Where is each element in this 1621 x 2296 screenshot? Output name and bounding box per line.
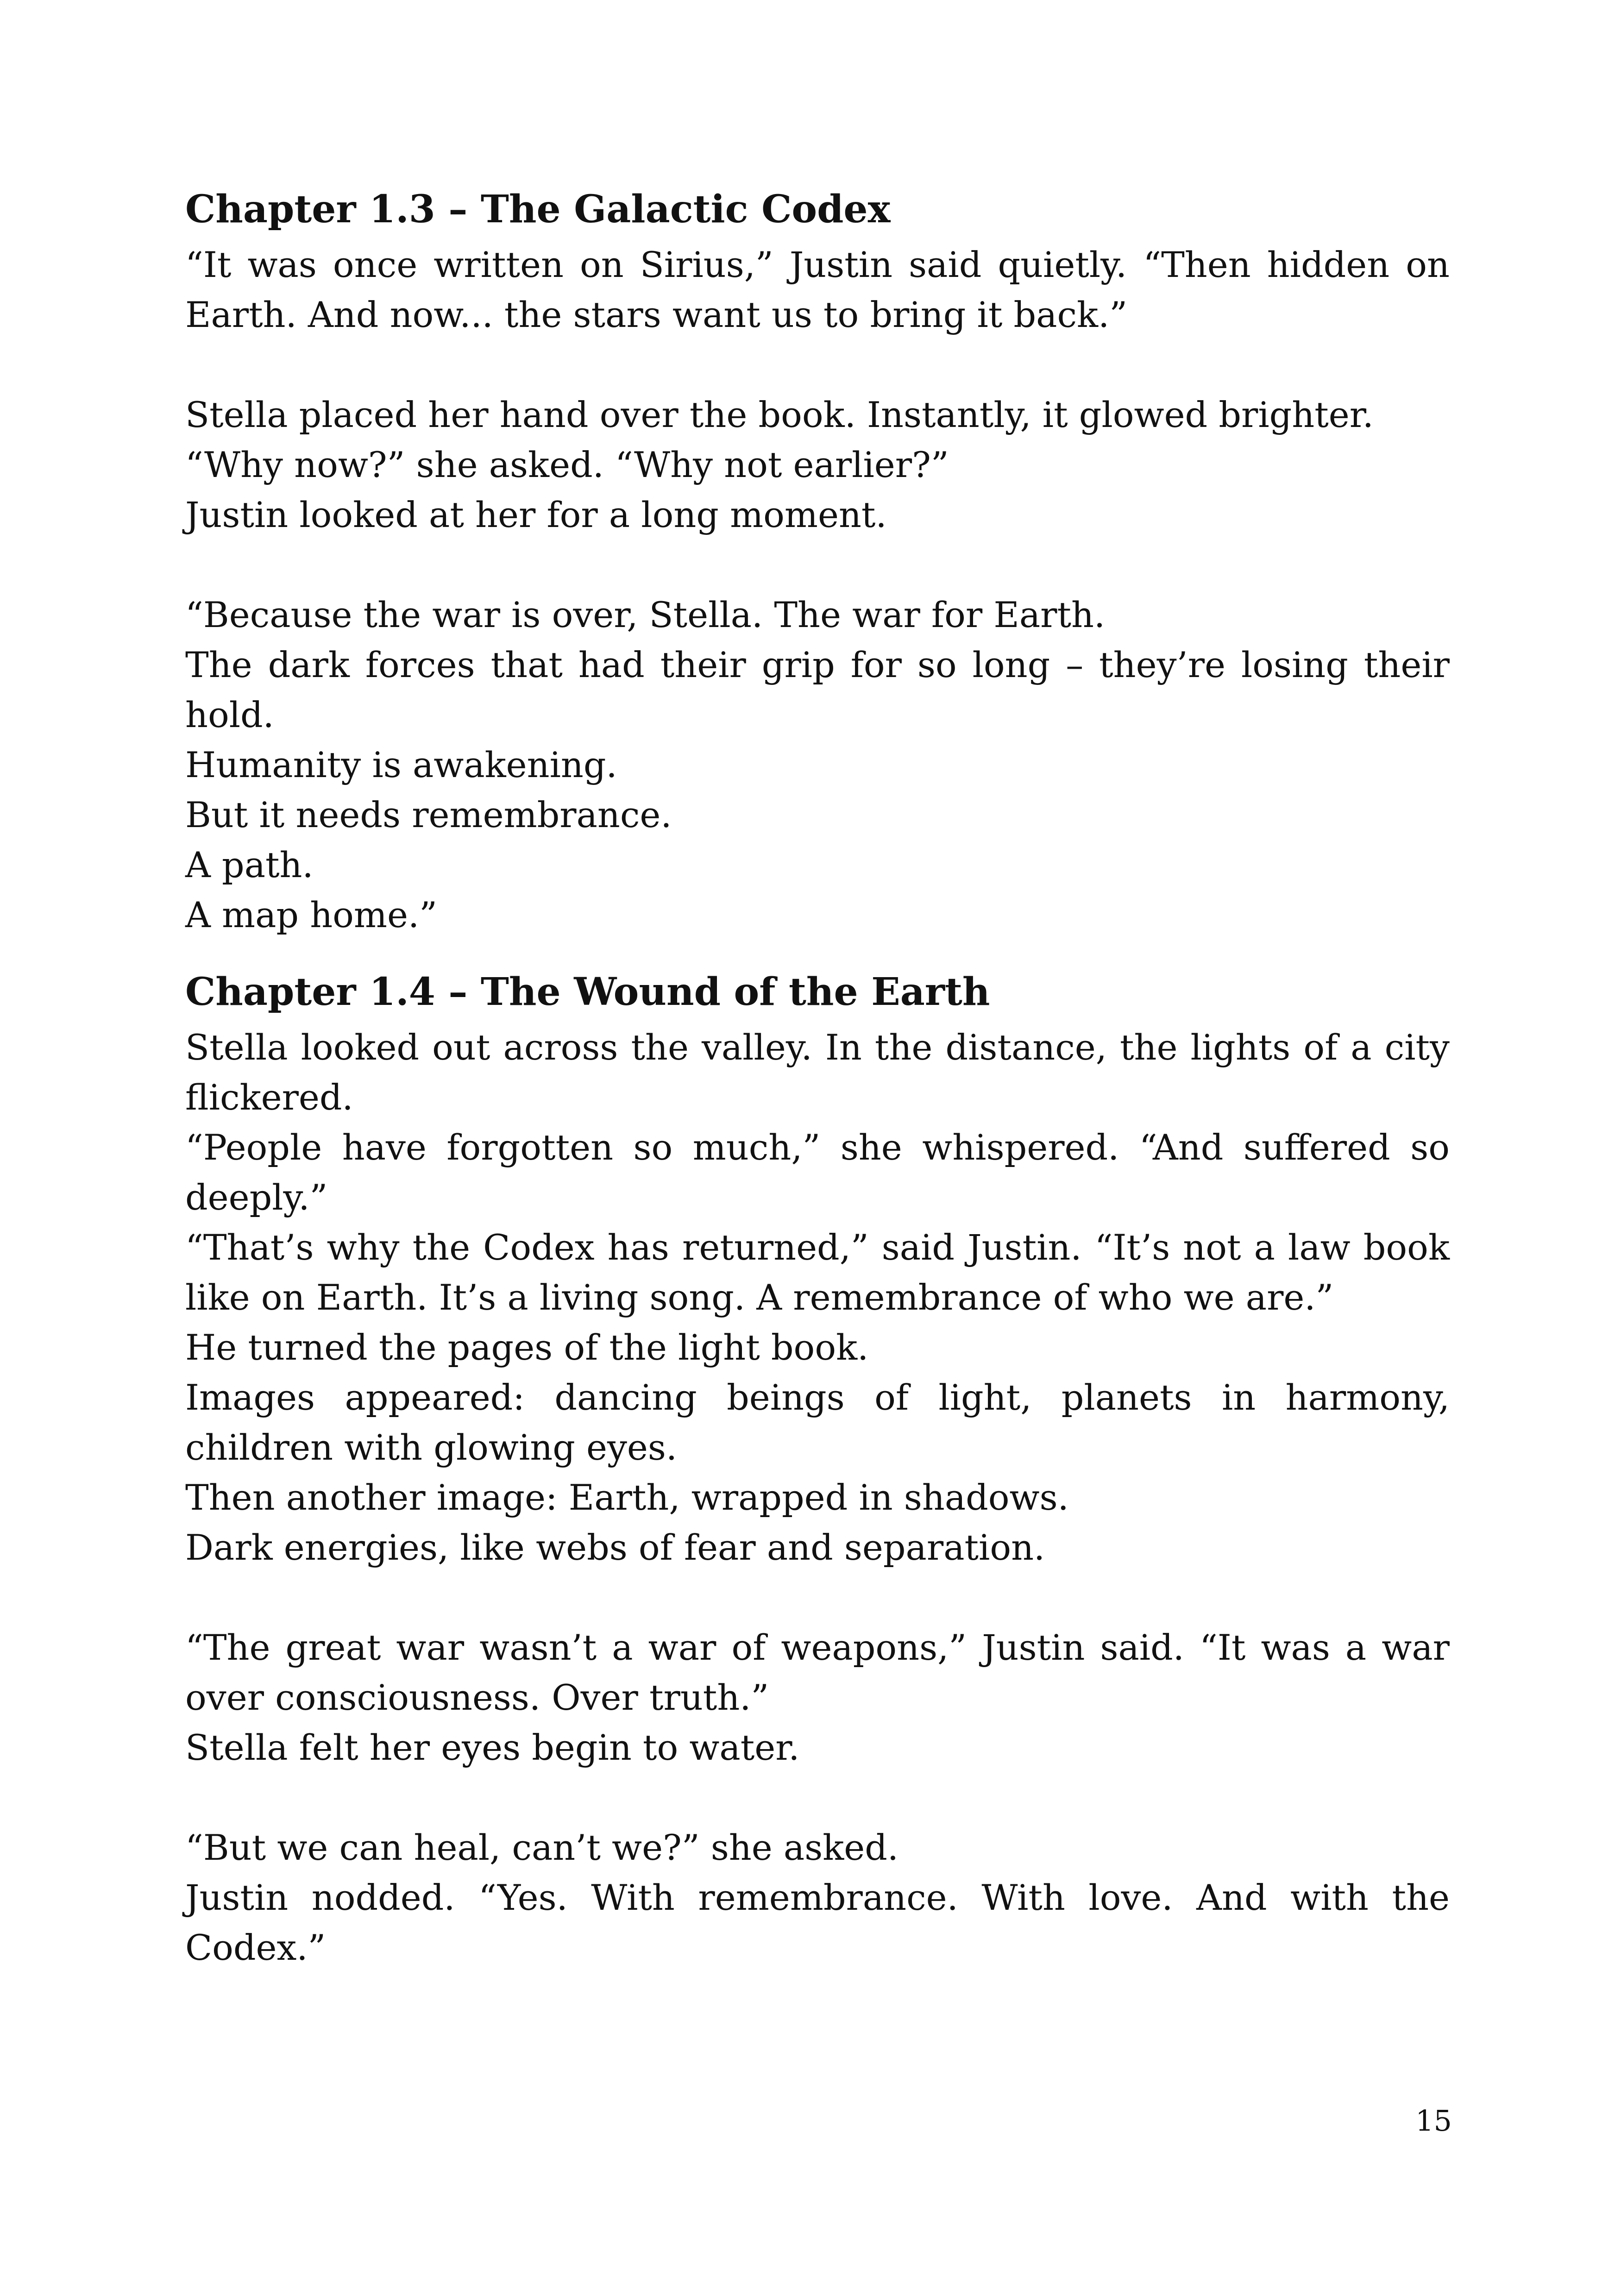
paragraph: “Because the war is over, Stella. The war for Earth. <box>185 594 1106 635</box>
page-number: 15 <box>1415 2104 1452 2138</box>
chapter-1-3 <box>185 183 1450 940</box>
paragraph: A map home.” <box>185 894 437 935</box>
paragraph-block <box>185 1623 1450 1773</box>
page-body <box>185 183 1450 1973</box>
paragraph: “People have forgotten so much,” she whispered. “And suffered so deeply.” <box>185 1127 1450 1218</box>
paragraph: Humanity is awakening. <box>185 744 617 785</box>
paragraph-break <box>185 340 1450 390</box>
paragraph: Justin looked at her for a long moment. <box>185 494 887 535</box>
paragraph: A path. <box>185 844 314 885</box>
chapter-title: Chapter 1.4 – The Wound of the Earth <box>185 970 990 1014</box>
paragraph-block <box>185 240 1450 340</box>
paragraph: Stella placed her hand over the book. Instantly, it glowed brighter. <box>185 394 1374 435</box>
paragraph-block <box>185 1823 1450 1973</box>
paragraph: Stella looked out across the valley. In the distance, the lights of a city flickered. <box>185 1027 1450 1118</box>
paragraph: Stella felt her eyes begin to water. <box>185 1727 800 1768</box>
paragraph: Then another image: Earth, wrapped in shadows. <box>185 1477 1069 1518</box>
paragraph: “But we can heal, can’t we?” she asked. <box>185 1827 899 1868</box>
paragraph: But it needs remembrance. <box>185 794 672 835</box>
paragraph: Images appeared: dancing beings of light, planets in harmony, children with glowing eyes. <box>185 1377 1450 1468</box>
paragraph: Justin nodded. “Yes. With remembrance. With love. And with the Codex.” <box>185 1877 1450 1968</box>
paragraph-break <box>185 1773 1450 1823</box>
paragraph: “The great war wasn’t a war of weapons,” Justin said. “It was a war over consciousness. Over truth.” <box>185 1627 1450 1718</box>
paragraph: He turned the pages of the light book. <box>185 1327 869 1368</box>
paragraph-block <box>185 1023 1450 1573</box>
paragraph-break <box>185 1573 1450 1623</box>
paragraph: The dark forces that had their grip for so long – they’re losing their hold. <box>185 644 1450 735</box>
paragraph: “Why now?” she asked. “Why not earlier?” <box>185 444 949 485</box>
chapter-1-4 <box>185 966 1450 1973</box>
paragraph: “It was once written on Sirius,” Justin said quietly. “Then hidden on Earth. And now... the stars want us to bring it back.” <box>185 244 1450 335</box>
paragraph: Dark energies, like webs of fear and separation. <box>185 1527 1045 1568</box>
paragraph-block <box>185 590 1450 940</box>
paragraph: “That’s why the Codex has returned,” said Justin. “It’s not a law book like on Earth. It’s a living song. A remembrance of who we are.” <box>185 1227 1450 1318</box>
chapter-title: Chapter 1.3 – The Galactic Codex <box>185 187 891 232</box>
paragraph-break <box>185 540 1450 590</box>
paragraph-block <box>185 390 1450 540</box>
